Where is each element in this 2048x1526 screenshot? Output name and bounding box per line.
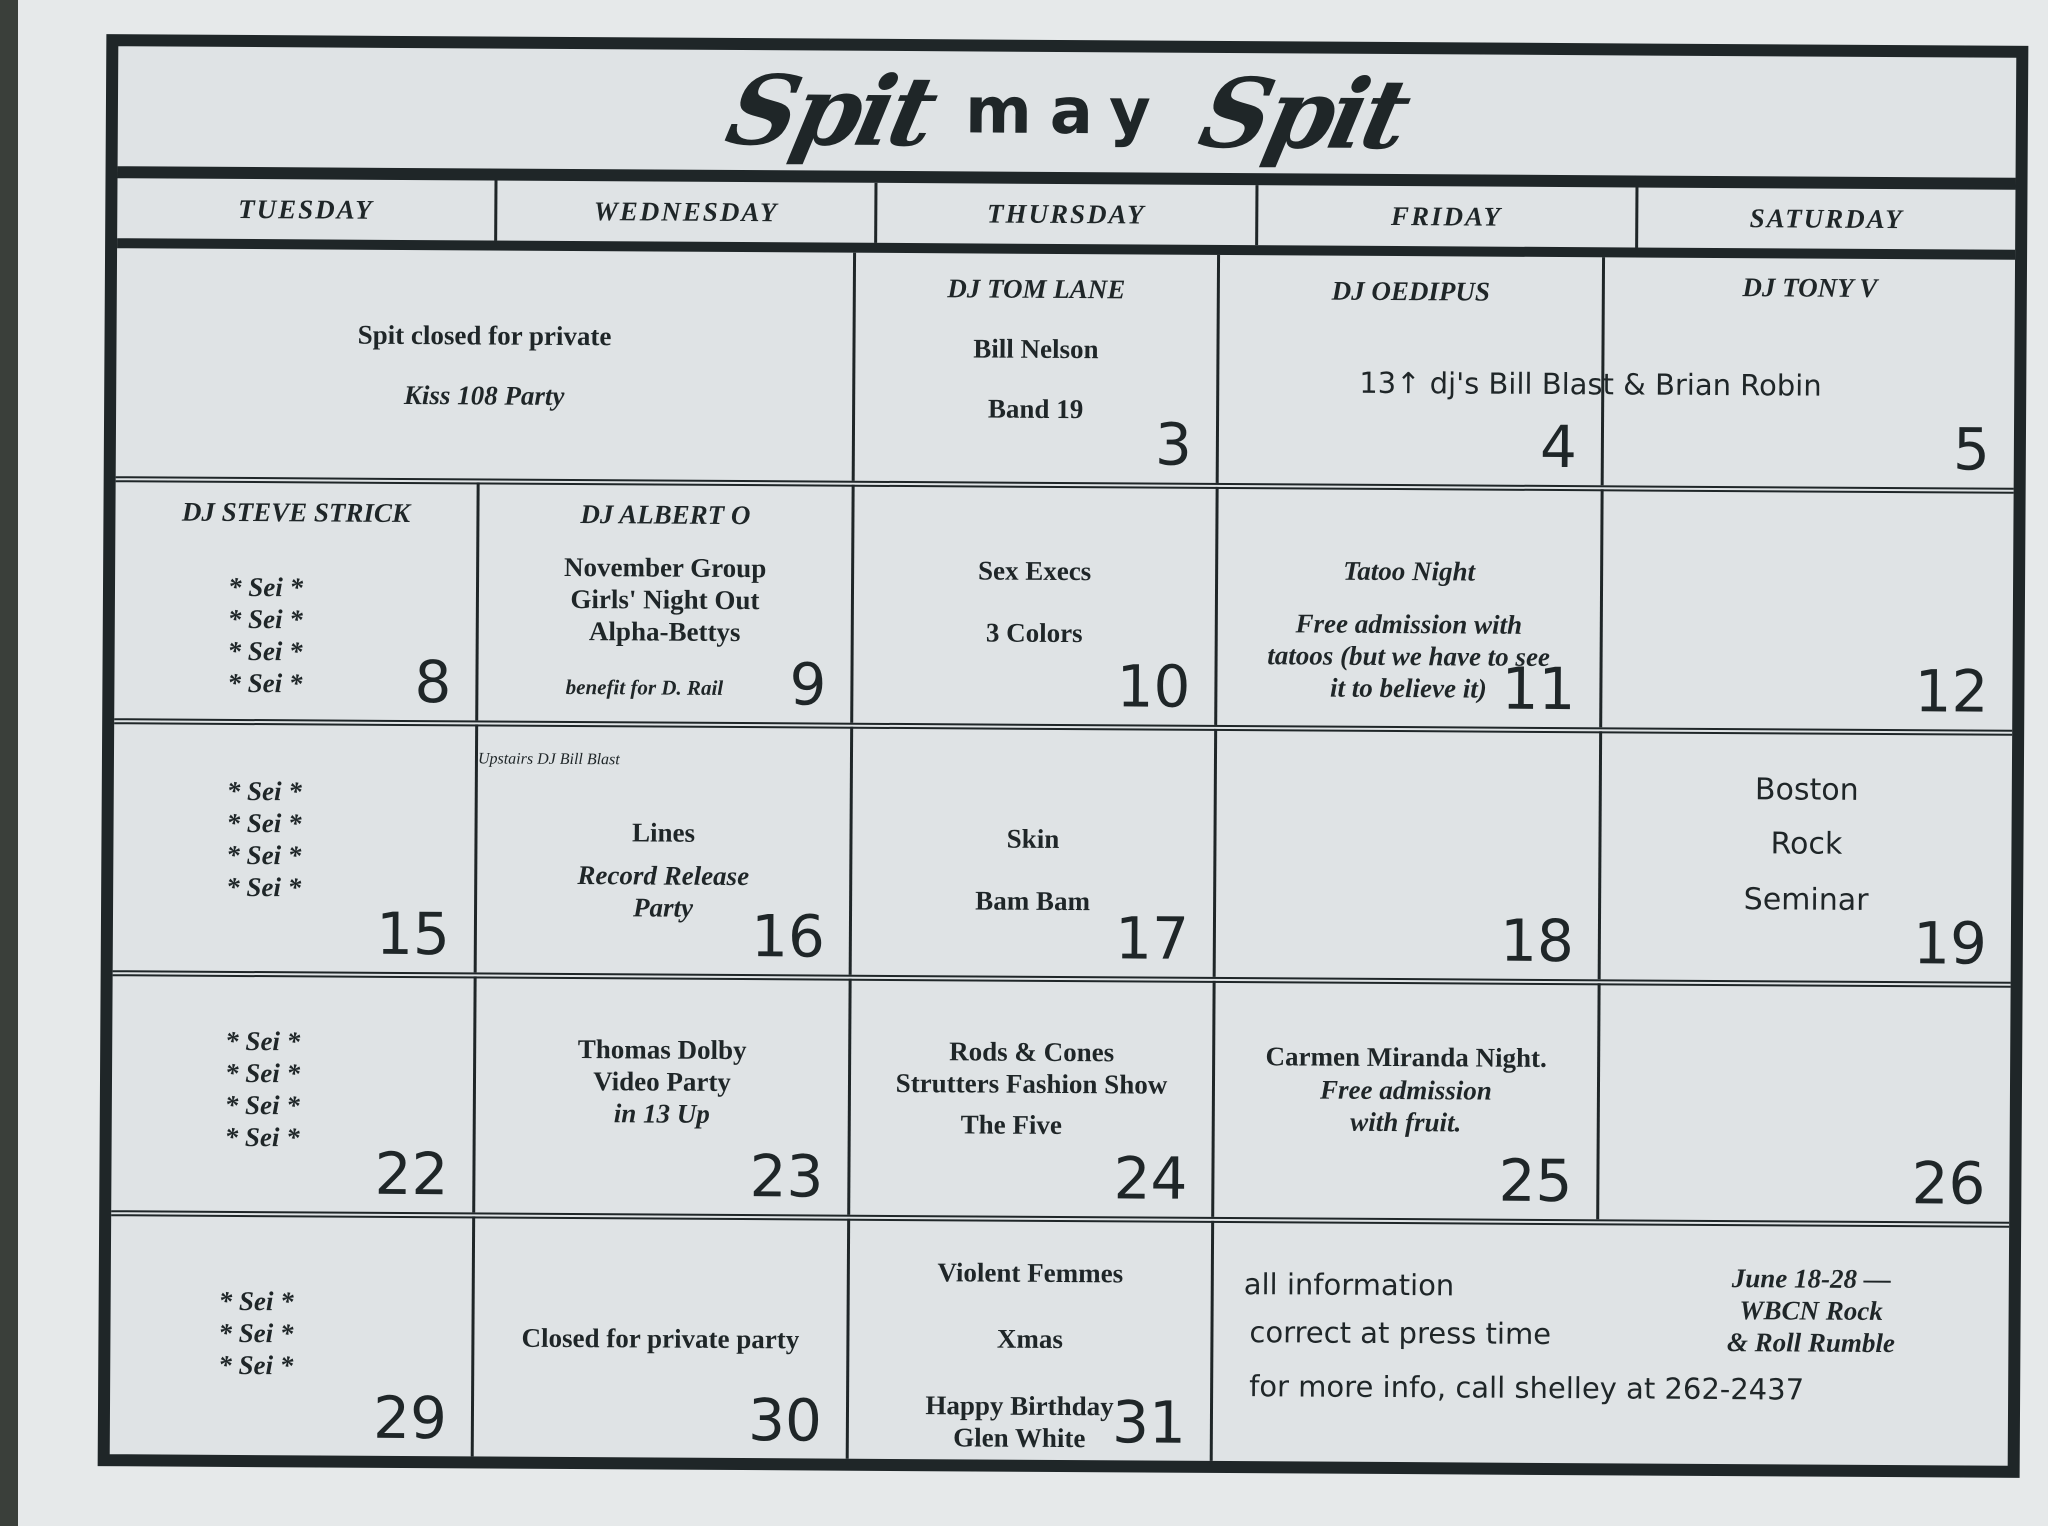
day-number: 24 <box>1113 1144 1188 1213</box>
act-name: Girls' Night Out <box>570 583 760 616</box>
sei-line: * Sei * <box>225 1025 301 1057</box>
act-name: Bam Bam <box>975 885 1091 917</box>
act-name: Strutters Fashion Show <box>895 1067 1168 1100</box>
event-description <box>1215 1073 1597 1139</box>
dj-name: DJ OEDIPUS <box>1331 275 1491 307</box>
act-location: in 13 Up <box>613 1098 710 1129</box>
sei-line: * Sei * <box>218 1349 294 1381</box>
day-cell-25 <box>1214 981 1600 1219</box>
sei-line: * Sei * <box>226 807 302 839</box>
act-name: Lines <box>631 817 696 848</box>
sei-line: * Sei * <box>226 839 302 871</box>
day-cell-23 <box>475 976 851 1214</box>
act-name: Skin <box>1006 823 1060 854</box>
day-number: 17 <box>1114 904 1190 973</box>
day-number: 12 <box>1914 657 1989 726</box>
act-list <box>851 1035 1212 1101</box>
act-name: Thomas Dolby <box>577 1034 747 1066</box>
flyer-sheet <box>18 0 2048 1526</box>
act-subtitle-line: Party <box>632 892 694 923</box>
dj-name: DJ STEVE STRICK <box>181 496 411 529</box>
day-number: 11 <box>1501 654 1576 724</box>
day-number: 26 <box>1911 1149 1986 1218</box>
act-subtitle-line: Record Release <box>577 860 750 892</box>
event-title: Tatoo Night <box>1343 555 1476 587</box>
benefit-note: benefit for D. Rail <box>565 674 724 700</box>
day-number: 4 <box>1539 412 1578 482</box>
day-number: 3 <box>1154 410 1193 479</box>
sei-line: * Sei * <box>227 571 304 603</box>
day-number: 16 <box>750 902 826 971</box>
description-line: Free admission with <box>1295 608 1523 640</box>
act-name: Violent Femmes <box>937 1257 1124 1289</box>
sei-line: * Sei * <box>227 667 303 699</box>
info-line: all information <box>1243 1267 1455 1303</box>
dj-name: DJ TOM LANE <box>947 273 1126 305</box>
info-line: correct at press time <box>1249 1315 1552 1351</box>
week-row-1 <box>116 248 2015 494</box>
upstairs-dj-banner: Upstairs DJ Bill Blast <box>477 750 620 769</box>
day-cell-31 <box>849 1219 1214 1461</box>
guest-djs-text: 13↑ dj's Bill Blast & Brian Robin <box>1359 365 1822 403</box>
event-title: Carmen Miranda Night. <box>1265 1041 1547 1073</box>
day-number: 30 <box>747 1386 823 1455</box>
sei-line: * Sei * <box>218 1317 294 1349</box>
weekday-tuesday: TUESDAY <box>117 178 498 240</box>
sei-line: * Sei * <box>224 1089 300 1121</box>
day-number: 8 <box>414 648 452 717</box>
spit-logo-right: Spit <box>1190 56 1417 171</box>
sei-line: * Sei * <box>227 603 303 635</box>
dj-name: DJ ALBERT O <box>580 499 751 531</box>
sei-list <box>40 1284 472 1383</box>
day-number: 31 <box>1111 1388 1187 1457</box>
act-name: Band 19 <box>987 393 1084 425</box>
rumble-line: WBCN Rock <box>1739 1295 1883 1327</box>
sei-list <box>54 570 476 701</box>
day-number: 22 <box>374 1139 449 1209</box>
week-row-2 <box>114 480 2013 736</box>
day-number: 5 <box>1952 415 1991 484</box>
description-line: tatoos (but we have to see <box>1267 640 1551 672</box>
sei-list <box>53 774 475 905</box>
dj-name: DJ TONY V <box>1742 272 1878 303</box>
sei-line: * Sei * <box>224 1121 300 1153</box>
calendar-header <box>118 46 2017 190</box>
sei-line: * Sei * <box>224 1057 301 1089</box>
calendar-frame <box>98 34 2029 1478</box>
rumble-line: & Roll Rumble <box>1726 1327 1896 1359</box>
birthday-line: Glen White <box>953 1422 1086 1454</box>
day-number: 23 <box>749 1142 824 1211</box>
weekday-thursday: THURSDAY <box>878 183 1259 245</box>
description-line: with fruit. <box>1350 1106 1462 1138</box>
month-title: may <box>964 74 1169 150</box>
act-name: The Five <box>960 1109 1062 1140</box>
day-cell-12 <box>1602 489 2013 730</box>
sei-line: * Sei * <box>218 1285 294 1317</box>
birthday-line: Happy Birthday <box>925 1390 1114 1422</box>
day-cell-15 <box>113 722 479 972</box>
weekday-header-row <box>117 178 2015 260</box>
day-cell-22 <box>111 974 476 1212</box>
spit-logo-left: Spit <box>717 53 944 168</box>
sei-line: * Sei * <box>226 871 302 903</box>
day-cell-10 <box>853 485 1218 725</box>
rumble-note <box>1613 1261 2009 1359</box>
day-cell-29 <box>110 1214 475 1456</box>
day-number: 15 <box>375 899 451 969</box>
weekday-saturday: SATURDAY <box>1749 202 1904 234</box>
description-line: Free admission <box>1319 1074 1492 1106</box>
event-line: Rock <box>1770 826 1843 862</box>
day-cell-18 <box>1216 729 1603 979</box>
act-name: 3 Colors <box>985 617 1083 649</box>
week-row-3 <box>113 722 2013 988</box>
day-cell-3 <box>855 253 1220 483</box>
rumble-line: June 18-28 — <box>1731 1263 1891 1295</box>
private-party-cell <box>116 248 856 481</box>
day-number: 29 <box>372 1383 448 1453</box>
contact-line: for more info, call shelley at 262-2437 <box>1249 1369 1805 1407</box>
day-cell-11 <box>1217 487 1603 727</box>
act-name: Sex Execs <box>977 555 1092 587</box>
act-name: Video Party <box>593 1066 731 1097</box>
description-line: it to believe it) <box>1329 672 1487 704</box>
day-cell-8 <box>114 480 479 720</box>
day-cell-26 <box>1599 983 2010 1222</box>
act-name: Alpha-Bettys <box>588 616 741 648</box>
closed-notice: Closed for private party <box>521 1322 800 1355</box>
private-party-line2: Kiss 108 Party <box>403 379 565 411</box>
weekday-wednesday: WEDNESDAY <box>497 181 878 243</box>
act-list <box>479 550 852 648</box>
event-line: Seminar <box>1743 882 1869 918</box>
day-number: 9 <box>789 650 827 719</box>
sei-list <box>52 1024 474 1155</box>
act-name: Rods & Cones <box>949 1036 1115 1068</box>
weekday-friday: FRIDAY <box>1258 185 1639 247</box>
day-number: 18 <box>1499 906 1575 976</box>
day-cell-30 <box>474 1216 850 1458</box>
day-cell-24 <box>850 979 1215 1217</box>
sei-line: * Sei * <box>227 635 303 667</box>
info-cell <box>1213 1221 2009 1466</box>
sei-line: * Sei * <box>226 775 302 807</box>
private-party-line1: Spit closed for private <box>357 319 612 352</box>
calendar-grid <box>110 248 2015 1466</box>
day-number: 10 <box>1116 652 1191 721</box>
event-line: Boston <box>1754 772 1859 808</box>
act-name: November Group <box>563 551 767 584</box>
act-name: Xmas <box>996 1323 1064 1355</box>
day-cell-9 <box>478 482 854 722</box>
act-list <box>476 1032 849 1130</box>
act-name: Bill Nelson <box>973 333 1099 365</box>
week-row-5 <box>110 1214 2009 1466</box>
day-number: 25 <box>1498 1146 1573 1216</box>
day-number: 19 <box>1912 909 1988 978</box>
day-cell-19 <box>1601 731 2013 981</box>
week-row-4 <box>111 974 2010 1228</box>
